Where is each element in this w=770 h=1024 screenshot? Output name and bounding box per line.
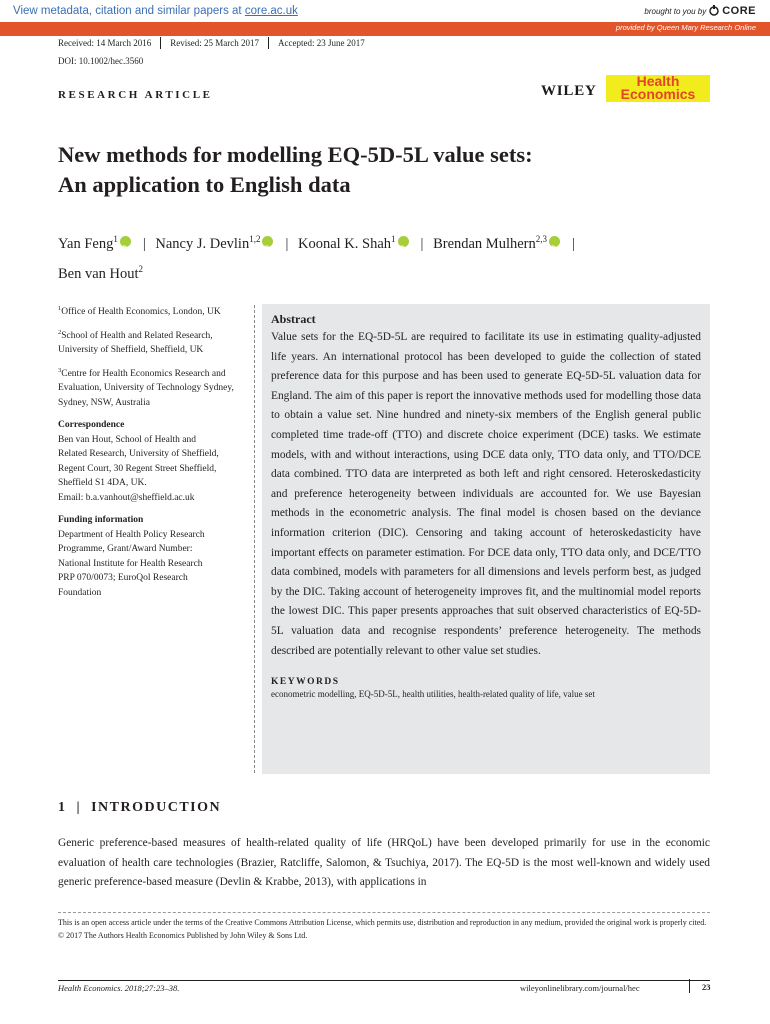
doi: DOI: 10.1002/hec.3560 xyxy=(58,56,144,66)
author-name: Ben van Hout xyxy=(58,265,139,282)
author-separator: | xyxy=(285,235,289,252)
footnote-rule xyxy=(58,912,710,913)
author-list xyxy=(58,227,698,287)
author-name: Yan Feng xyxy=(58,235,114,252)
journal-logo-line1: Health xyxy=(636,73,680,89)
title-line1: New methods for modelling EQ-5D-5L value sets: xyxy=(58,142,533,167)
introduction-heading: 1 | INTRODUCTION xyxy=(58,800,222,815)
copyright-text: © 2017 The Authors Health Economics Published by John Wiley & Sons Ltd. xyxy=(58,930,308,940)
orcid-icon[interactable] xyxy=(398,236,409,247)
keywords-list: econometric modelling, EQ-5D-5L, health utilities, health-related quality of life, value set xyxy=(271,689,595,700)
column-divider xyxy=(254,305,255,773)
accepted-date: Accepted: 23 June 2017 xyxy=(277,38,365,48)
author-name: Koonal K. Shah xyxy=(297,235,392,252)
funding-heading: Funding information xyxy=(58,515,144,526)
footer-url[interactable]: wileyonlinelibrary.com/journal/hec xyxy=(520,983,640,993)
affiliation: $^2$School of Health and Related Research, University of Sheffield, Sheffield, UK xyxy=(58,328,213,356)
page-number: 23 xyxy=(689,979,711,993)
abstract-heading: Abstract xyxy=(271,312,316,326)
funding-text: Department of Health Policy Research Programme, Grant/Award Number: National Institute for Health Research PRP 070/0073; EuroQol Research Foundation xyxy=(58,529,205,598)
core-provided-text: provided by Queen Mary Research Online xyxy=(615,23,756,32)
orcid-icon[interactable] xyxy=(262,236,273,247)
author-affil-sup: 1 xyxy=(391,234,396,244)
journal-logo-line2: Economics xyxy=(620,86,696,102)
orcid-icon[interactable] xyxy=(549,236,560,247)
correspondence-text: Ben van Hout, School of Health and Related Research, University of Sheffield, Regent Court, 30 Regent Street Sheffield, Sheffield S1 4DA, UK. Email: b.a.vanhout@sheffield.ac.uk xyxy=(58,434,219,503)
author-affil-sup: 2 xyxy=(138,263,144,274)
correspondence-email[interactable]: Email: b.a.vanhout@sheffield.ac.uk xyxy=(58,492,195,503)
article-type: RESEARCH ARTICLE xyxy=(58,89,213,101)
affiliation: $^3$Centre for Health Economics Research and Evaluation, University of Technology Sydney, Sydney, NSW, Australia xyxy=(58,366,234,408)
abstract-box xyxy=(262,304,710,774)
journal-logo xyxy=(606,75,710,102)
article-info-column xyxy=(58,302,248,606)
core-metadata-link[interactable]: View metadata, citation and similar papers at core.ac.uk xyxy=(13,5,298,17)
footer-rule xyxy=(58,980,710,981)
revised-date: Revised: 25 March 2017 xyxy=(170,37,269,49)
author-affil-sup: 1 xyxy=(113,234,118,244)
core-banner xyxy=(0,0,770,36)
orcid-icon[interactable] xyxy=(120,236,131,247)
author-separator: | xyxy=(572,235,575,252)
keywords-heading: KEYWORDS xyxy=(271,677,340,688)
article-dates xyxy=(58,37,383,49)
core-provided-bar xyxy=(0,22,770,36)
author-name: Nancy J. Devlin xyxy=(155,235,250,252)
introduction-body: Generic preference-based measures of health-related quality of life (HRQoL) have been developed primarily for use in the economic evaluation of health care technologies (Brazier, Ratcliffe, Salomon, & Tsuchiya, 2017). The EQ-5D is the most well-known and widely used generic preference-based measure (Devlin & Krabbe, 2013), with applications in xyxy=(58,837,710,889)
author-affil-sup: 1,2 xyxy=(249,234,261,244)
author-separator: | xyxy=(142,235,146,252)
author-affil-sup: 2,3 xyxy=(535,234,547,244)
title-line2: An application to English data xyxy=(58,172,351,197)
license-text: This is an open access article under the terms of the Creative Commons Attribution License, which permits use, distribution and reproduction in any medium, provided the original work is properly cited. xyxy=(58,918,707,927)
received-date: Received: 14 March 2016 xyxy=(58,37,161,49)
core-brought-by: brought to you by CORE xyxy=(644,5,756,17)
author-name: Brendan Mulhern xyxy=(433,235,536,252)
paper-title xyxy=(58,140,533,200)
license-footnote xyxy=(58,917,710,942)
correspondence-heading: Correspondence xyxy=(58,420,125,431)
affiliation: $^1$Office of Health Economics, London, UK xyxy=(58,305,221,318)
core-logo-icon xyxy=(709,5,719,17)
footer-citation: Health Economics. 2018;27:23–38. xyxy=(58,983,180,993)
publisher-logo: WILEY xyxy=(541,83,597,99)
author-separator: | xyxy=(420,235,424,252)
abstract-body: Value sets for the EQ-5D-5L are required to facilitate its use in estimating quality-adjusted life years. An international protocol has been developed to guide the collection of stated preference data for this purpose and has been used to generate EQ-5D-5L valuation data for England. The aim of this paper is report the innovative methods used for modelling those data to obtain a value set. Nine hundred and ninety-six members of the English general public completed time trade-off (TTO) and discrete choice experiment (DCE) tasks. We estimate models, with and without interactions, using DCE data only, TTO data only, and TTO/DCE data combined. TTO data are interpreted as both left and right censored. Heteroskedasticity and preference heterogeneity between individuals are accounted for. We use Bayesian methods in the econometric analysis. The final model is chosen based on the deviance information criterion (DIC). Censoring and taking account of heteroskedasticity have important effects on parameter estimation. For DCE data only, TTO data only, and DCE/TTO data combined, models with parameters for all dimensions and levels perform best, as judged by the DIC. Taking account of heterogeneity improves fit, and the multinomial model reports the lowest DIC. This paper presents approaches that suit observed characteristics of EQ-5D-5L valuation data and recognise respondents’ preference heterogeneity. The methods described are potentially relevant to other value set studies. xyxy=(271,331,701,657)
